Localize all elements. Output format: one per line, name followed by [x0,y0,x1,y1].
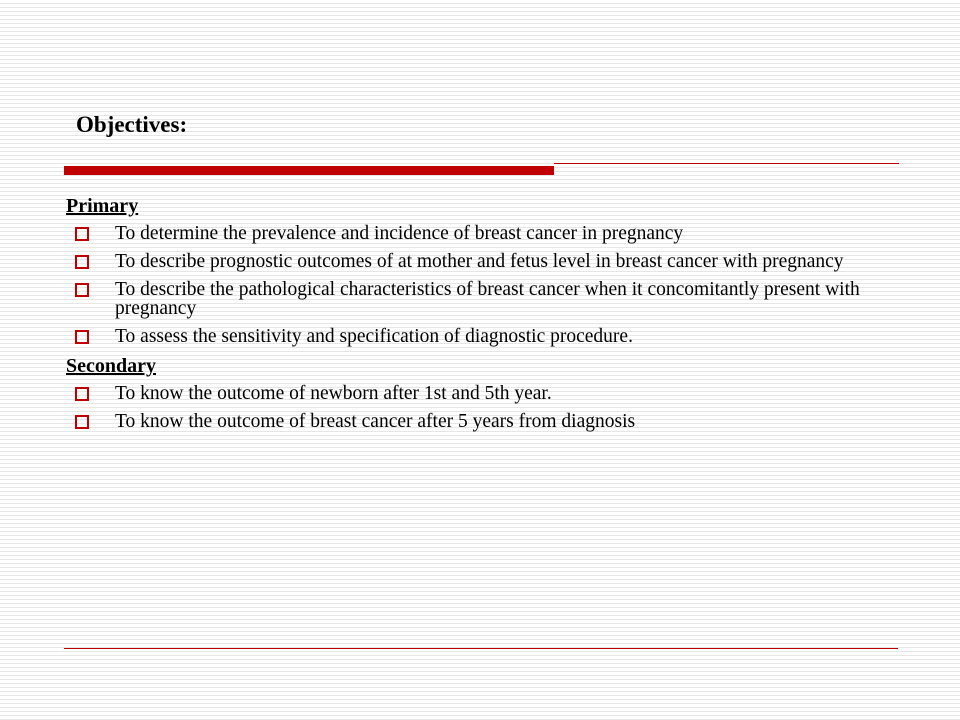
secondary-heading: Secondary [66,355,156,377]
list-item-text: To describe prognostic outcomes of at mother and fetus level in breast cancer with pregnancy [115,251,844,272]
hollow-square-bullet-icon [75,330,89,344]
hollow-square-bullet-icon [75,255,89,269]
slide-title: Objectives: [76,112,188,137]
title-underline-thin [554,163,899,164]
list-item [66,384,866,403]
list-item-text: To know the outcome of newborn after 1st and 5th year. [115,383,552,404]
title-underline-thick [64,166,554,175]
objectives-body [66,195,866,440]
list-item-text: To determine the prevalence and incidence of breast cancer in pregnancy [115,223,684,244]
hollow-square-bullet-icon [75,227,89,241]
list-item [66,252,866,271]
list-item [66,280,866,318]
list-item [66,224,866,243]
hollow-square-bullet-icon [75,415,89,429]
secondary-list [66,384,866,431]
hollow-square-bullet-icon [75,283,89,297]
list-item [66,327,866,346]
primary-heading: Primary [66,195,139,217]
list-item [66,412,866,431]
footer-rule [64,648,898,649]
hollow-square-bullet-icon [75,387,89,401]
primary-list [66,224,866,346]
list-item-text: To assess the sensitivity and specification of diagnostic procedure. [115,326,633,347]
list-item-text: To describe the pathological characteristics of breast cancer when it concomitantly present with pregnancy [115,279,860,319]
list-item-text: To know the outcome of breast cancer after 5 years from diagnosis [115,411,636,432]
